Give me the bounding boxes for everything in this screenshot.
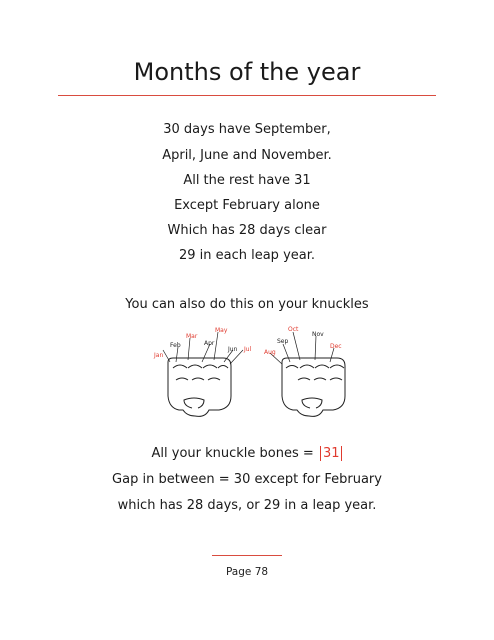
label-aug: Aug — [264, 349, 276, 356]
poem-line-1: 30 days have September, — [163, 122, 331, 137]
leap-line: which has 28 days, or 29 in a leap year. — [117, 498, 377, 513]
footer-rule — [212, 555, 282, 556]
page-number: Page 78 — [225, 566, 269, 578]
label-jun: Jun — [228, 346, 238, 353]
right-fist — [282, 358, 345, 416]
label-sep: Sep — [277, 338, 289, 345]
knuckle-bones-text: All your knuckle bones = — [151, 446, 318, 461]
label-feb: Feb — [170, 342, 181, 349]
label-jul: Jul — [244, 346, 252, 353]
poem-line-2: April, June and November. — [162, 148, 332, 163]
knuckles-intro: You can also do this on your knuckles — [125, 297, 369, 312]
label-dec: Dec — [330, 343, 342, 350]
poem-line-5: Which has 28 days clear — [167, 223, 327, 238]
title-rule — [58, 95, 436, 96]
gap-line: Gap in between = 30 except for February — [112, 472, 382, 487]
knuckle-fists-illustration — [140, 320, 370, 430]
poem-line-4: Except February alone — [174, 198, 320, 213]
knuckle-bones-value: 31 — [320, 446, 343, 461]
label-apr: Apr — [204, 340, 215, 347]
label-may: May — [215, 327, 228, 334]
knuckle-bones-line — [0, 446, 494, 461]
poem-line-6: 29 in each leap year. — [178, 248, 316, 263]
page-title: Months of the year — [133, 58, 361, 86]
label-mar: Mar — [186, 333, 198, 340]
label-jan: Jan — [154, 352, 164, 359]
poem-line-3: All the rest have 31 — [183, 173, 311, 188]
left-fist — [168, 358, 231, 416]
label-nov: Nov — [312, 331, 324, 338]
label-oct: Oct — [288, 326, 299, 333]
